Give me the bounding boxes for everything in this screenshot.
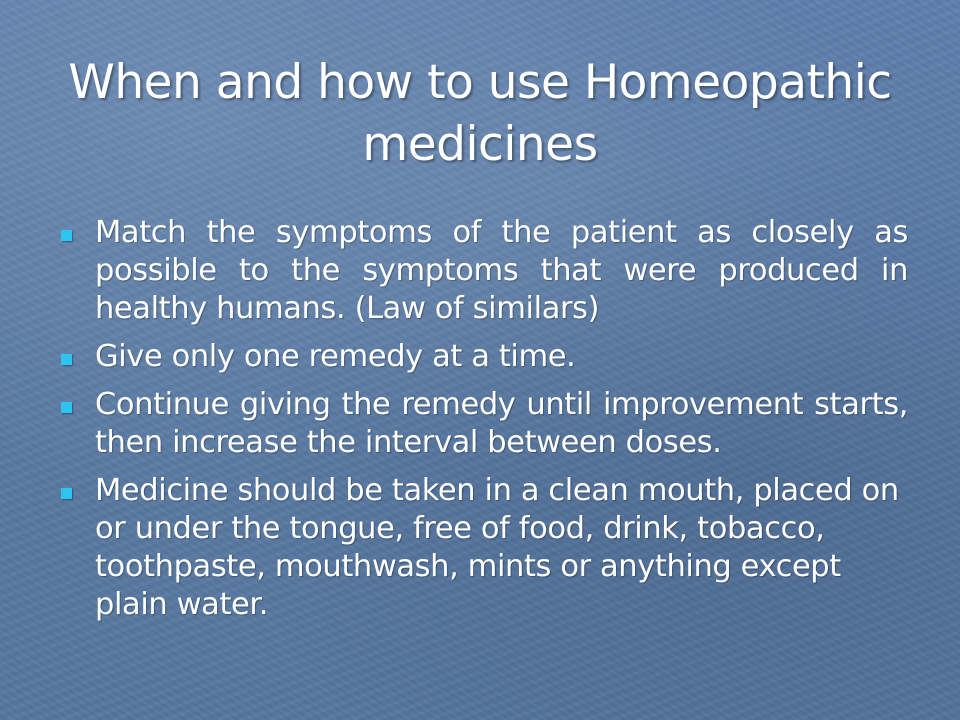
bullet-item: [58, 338, 908, 376]
bullet-text: Match the symptoms of the patient as closely as possible to the symptoms that were produced in healthy humans. (Law of similars): [95, 215, 908, 326]
bullet-item: [58, 386, 908, 462]
bullet-text: Medicine should be taken in a clean mouth, placed on or under the tongue, free of food, drink, tobacco, toothpaste, mouthwash, mints or anything except plain water.: [95, 473, 899, 622]
square-bullet-icon: [61, 402, 72, 413]
square-bullet-icon: [61, 230, 72, 241]
bullet-text: Give only one remedy at a time.: [95, 339, 576, 374]
square-bullet-icon: [61, 354, 72, 365]
square-bullet-icon: [61, 488, 72, 499]
bullet-text: Continue giving the remedy until improvement starts, then increase the interval between doses.: [95, 387, 908, 460]
slide-title: When and how to use Homeopathic medicines: [68, 55, 892, 172]
bullet-item: [58, 472, 908, 624]
bullet-list: [58, 214, 908, 634]
bullet-item: [58, 214, 908, 328]
